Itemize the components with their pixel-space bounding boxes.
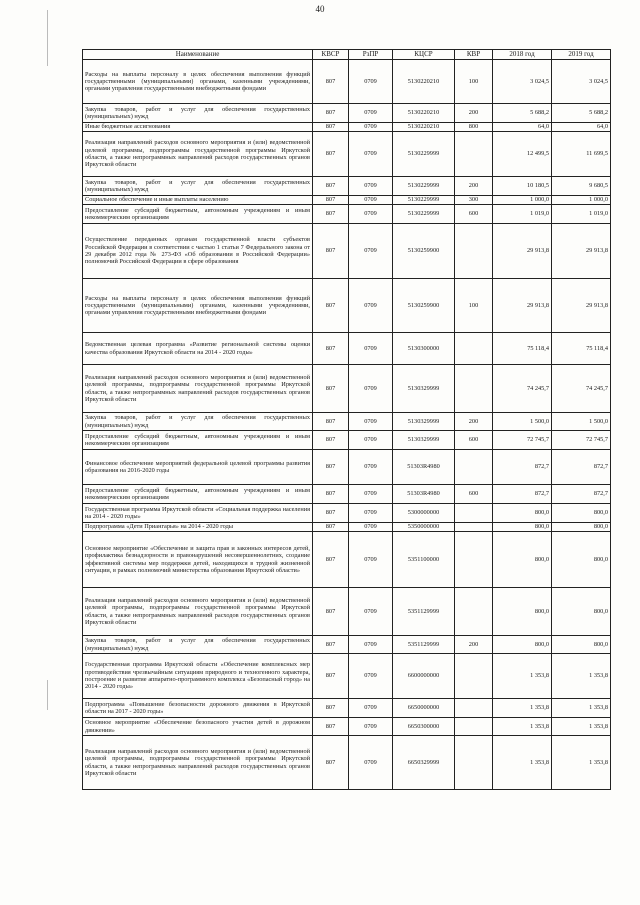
- row-kvr: [455, 504, 493, 523]
- row-rzpr: 0709: [349, 333, 393, 365]
- row-name: Реализация направлений расходов основного мероприятия и (или) ведомственной целевой программы, подпрограммы государственной программы Иркутской области, а также непрограммных направлений расходов государственных органов Иркутской области: [83, 736, 313, 790]
- row-2018: 1 019,0: [493, 205, 552, 224]
- row-2019: 5 688,2: [552, 104, 611, 123]
- row-rzpr: 0709: [349, 699, 393, 718]
- table-row: [83, 431, 611, 450]
- row-kcsr: 5130259900: [393, 279, 455, 333]
- row-kvsr: 807: [313, 485, 349, 504]
- table-row: [83, 60, 611, 104]
- row-2019: 29 913,8: [552, 279, 611, 333]
- row-2019: 1 019,0: [552, 205, 611, 224]
- row-rzpr: 0709: [349, 636, 393, 654]
- row-2018: 800,0: [493, 636, 552, 654]
- row-rzpr: 0709: [349, 504, 393, 523]
- row-kvr: [455, 736, 493, 790]
- row-2018: 5 688,2: [493, 104, 552, 123]
- row-name: Предоставление субсидий бюджетным, автономным учреждениям и иным некоммерческим организациям: [83, 205, 313, 224]
- row-name: Закупка товаров, работ и услуг для обеспечения государственных (муниципальных) нужд: [83, 413, 313, 431]
- budget-table: [82, 49, 611, 790]
- row-kvsr: 807: [313, 450, 349, 485]
- row-2019: 800,0: [552, 636, 611, 654]
- table-row: [83, 132, 611, 177]
- row-2018: 3 024,5: [493, 60, 552, 104]
- col-header-name: Наименование: [83, 50, 313, 60]
- row-kcsr: 5130259900: [393, 224, 455, 279]
- table-row: [83, 485, 611, 504]
- row-rzpr: 0709: [349, 718, 393, 736]
- page-number: 40: [315, 4, 325, 14]
- row-2018: 1 353,8: [493, 654, 552, 699]
- margin-line: [47, 10, 48, 66]
- row-2018: 1 500,0: [493, 413, 552, 431]
- table-row: [83, 654, 611, 699]
- row-rzpr: 0709: [349, 196, 393, 205]
- table-row: [83, 177, 611, 196]
- row-rzpr: 0709: [349, 736, 393, 790]
- row-kvr: [455, 365, 493, 413]
- row-kvr: [455, 523, 493, 532]
- col-header-kvsr: КВСР: [313, 50, 349, 60]
- row-2019: 11 699,5: [552, 132, 611, 177]
- row-kvsr: 807: [313, 196, 349, 205]
- row-rzpr: 0709: [349, 279, 393, 333]
- row-2019: 74 245,7: [552, 365, 611, 413]
- row-kvsr: 807: [313, 532, 349, 588]
- row-kcsr: 5130220210: [393, 60, 455, 104]
- table-row: [83, 736, 611, 790]
- row-2018: 74 245,7: [493, 365, 552, 413]
- row-name: Подпрограмма «Повышение безопасности дорожного движения в Иркутской области на 2017 - 2020 годы»: [83, 699, 313, 718]
- row-kcsr: 5130229999: [393, 132, 455, 177]
- row-rzpr: 0709: [349, 588, 393, 636]
- row-kvr: [455, 333, 493, 365]
- row-rzpr: 0709: [349, 60, 393, 104]
- row-kvsr: 807: [313, 504, 349, 523]
- margin-line: [47, 680, 48, 710]
- row-kvr: 200: [455, 177, 493, 196]
- row-kvr: [455, 718, 493, 736]
- row-kcsr: 5300000000: [393, 504, 455, 523]
- col-header-2018: 2018 год: [493, 50, 552, 60]
- row-kvsr: 807: [313, 205, 349, 224]
- row-rzpr: 0709: [349, 431, 393, 450]
- row-rzpr: 0709: [349, 413, 393, 431]
- row-kvr: [455, 588, 493, 636]
- row-rzpr: 0709: [349, 485, 393, 504]
- row-kvr: 600: [455, 485, 493, 504]
- row-2018: 800,0: [493, 588, 552, 636]
- row-name: Осуществление переданных органам государственной власти субъектов Российской Федерации в соответствии с частью 1 статьи 7 Федерального закона от 29 декабря 2012 года № 273-ФЗ «Об образовании в Российской Федерации» полномочий Российской Федерации в сфере образования: [83, 224, 313, 279]
- row-kvsr: 807: [313, 132, 349, 177]
- row-rzpr: 0709: [349, 523, 393, 532]
- row-2018: 29 913,8: [493, 224, 552, 279]
- row-kcsr: 6650329999: [393, 736, 455, 790]
- row-kcsr: 5130229999: [393, 177, 455, 196]
- row-kcsr: 5130220210: [393, 123, 455, 132]
- row-kvsr: 807: [313, 279, 349, 333]
- row-kcsr: 6650000000: [393, 699, 455, 718]
- row-kvsr: 807: [313, 718, 349, 736]
- row-2019: 1 353,8: [552, 718, 611, 736]
- row-2018: 800,0: [493, 504, 552, 523]
- table-row: [83, 532, 611, 588]
- row-name: Социальное обеспечение и иные выплаты населению: [83, 196, 313, 205]
- row-kvsr: 807: [313, 636, 349, 654]
- row-2018: 1 353,8: [493, 699, 552, 718]
- table-row: [83, 104, 611, 123]
- row-kvsr: 807: [313, 104, 349, 123]
- row-kvr: [455, 132, 493, 177]
- row-name: Основное мероприятие «Обеспечение и защита прав и законных интересов детей, профилактика безнадзорности и правонарушений несовершеннолетних, создание эффективной системы мер поддержки детей, находящихся в трудной жизненной ситуации, в рамках полномочий министерства образования Иркутской области»: [83, 532, 313, 588]
- row-2019: 800,0: [552, 588, 611, 636]
- row-2018: 800,0: [493, 523, 552, 532]
- row-kcsr: 51303R4980: [393, 450, 455, 485]
- row-kcsr: 5130229999: [393, 196, 455, 205]
- row-rzpr: 0709: [349, 123, 393, 132]
- row-kcsr: 51303R4980: [393, 485, 455, 504]
- row-2019: 75 118,4: [552, 333, 611, 365]
- row-2018: 29 913,8: [493, 279, 552, 333]
- table-row: [83, 333, 611, 365]
- table-row: [83, 205, 611, 224]
- row-2019: 872,7: [552, 485, 611, 504]
- row-kvr: 300: [455, 196, 493, 205]
- row-name: Закупка товаров, работ и услуг для обеспечения государственных (муниципальных) нужд: [83, 636, 313, 654]
- row-kvr: 200: [455, 104, 493, 123]
- row-kvsr: 807: [313, 431, 349, 450]
- row-kcsr: 5350000000: [393, 523, 455, 532]
- table-row: [83, 718, 611, 736]
- row-2019: 72 745,7: [552, 431, 611, 450]
- row-rzpr: 0709: [349, 450, 393, 485]
- row-kvr: 600: [455, 205, 493, 224]
- row-2018: 1 353,8: [493, 718, 552, 736]
- row-2018: 1 353,8: [493, 736, 552, 790]
- row-rzpr: 0709: [349, 224, 393, 279]
- row-name: Расходы на выплаты персоналу в целях обеспечения выполнения функций государственными (муниципальными) органами, казенными учреждениями, органами управления государственными внебюджетными фондами: [83, 60, 313, 104]
- row-2018: 64,0: [493, 123, 552, 132]
- row-rzpr: 0709: [349, 205, 393, 224]
- row-rzpr: 0709: [349, 365, 393, 413]
- row-kvr: [455, 699, 493, 718]
- col-header-rzpr: РзПР: [349, 50, 393, 60]
- row-name: Предоставление субсидий бюджетным, автономным учреждениям и иным некоммерческим организациям: [83, 485, 313, 504]
- row-2019: 29 913,8: [552, 224, 611, 279]
- row-name: Реализация направлений расходов основного мероприятия и (или) ведомственной целевой программы, подпрограммы государственной программы Иркутской области, а также непрограммных направлений расходов государственных органов Иркутской области: [83, 365, 313, 413]
- row-rzpr: 0709: [349, 177, 393, 196]
- row-2019: 800,0: [552, 532, 611, 588]
- row-2018: 872,7: [493, 450, 552, 485]
- table-row: [83, 504, 611, 523]
- row-kvsr: 807: [313, 699, 349, 718]
- row-kcsr: 5351129999: [393, 636, 455, 654]
- row-2018: 72 745,7: [493, 431, 552, 450]
- row-2018: 1 000,0: [493, 196, 552, 205]
- row-name: Предоставление субсидий бюджетным, автономным учреждениям и иным некоммерческим организациям: [83, 431, 313, 450]
- row-kvr: [455, 532, 493, 588]
- row-2018: 800,0: [493, 532, 552, 588]
- row-kvsr: 807: [313, 123, 349, 132]
- row-name: Закупка товаров, работ и услуг для обеспечения государственных (муниципальных) нужд: [83, 177, 313, 196]
- row-kvr: 200: [455, 636, 493, 654]
- row-2018: 12 499,5: [493, 132, 552, 177]
- row-kcsr: 5130300000: [393, 333, 455, 365]
- row-2019: 1 000,0: [552, 196, 611, 205]
- row-kvsr: 807: [313, 523, 349, 532]
- row-2019: 1 353,8: [552, 736, 611, 790]
- table-row: [83, 636, 611, 654]
- table-row: [83, 450, 611, 485]
- row-2019: 800,0: [552, 523, 611, 532]
- col-header-kvr: КВР: [455, 50, 493, 60]
- col-header-2019: 2019 год: [552, 50, 611, 60]
- row-2019: 1 500,0: [552, 413, 611, 431]
- table-row: [83, 224, 611, 279]
- row-2019: 800,0: [552, 504, 611, 523]
- row-name: Государственная программа Иркутской области «Социальная поддержка населения на 2014 - 2020 годы»: [83, 504, 313, 523]
- row-kvsr: 807: [313, 413, 349, 431]
- row-2019: 872,7: [552, 450, 611, 485]
- row-kvsr: 807: [313, 654, 349, 699]
- row-kcsr: 5351100000: [393, 532, 455, 588]
- row-kvr: [455, 224, 493, 279]
- row-name: Реализация направлений расходов основного мероприятия и (или) ведомственной целевой программы, подпрограммы государственной программы Иркутской области, а также непрограммных направлений расходов государственных органов Иркутской области: [83, 588, 313, 636]
- row-2019: 3 024,5: [552, 60, 611, 104]
- table-row: [83, 413, 611, 431]
- row-name: Ведомственная целевая программа «Развитие региональной системы оценки качества образования Иркутской области на 2014 - 2020 годы»: [83, 333, 313, 365]
- row-name: Реализация направлений расходов основного мероприятия и (или) ведомственной целевой программы, подпрограммы государственной программы Иркутской области, а также непрограммных направлений расходов государственных органов Иркутской области: [83, 132, 313, 177]
- row-kvr: [455, 450, 493, 485]
- row-name: Подпрограмма «Дети Приангарья» на 2014 - 2020 годы: [83, 523, 313, 532]
- row-kvsr: 807: [313, 177, 349, 196]
- row-kcsr: 5130329999: [393, 431, 455, 450]
- row-kvr: 100: [455, 60, 493, 104]
- row-kvsr: 807: [313, 224, 349, 279]
- table-header-row: [83, 50, 611, 60]
- row-kvsr: 807: [313, 365, 349, 413]
- row-2018: 10 180,5: [493, 177, 552, 196]
- table-row: [83, 196, 611, 205]
- row-kcsr: 5130220210: [393, 104, 455, 123]
- row-name: Расходы на выплаты персоналу в целях обеспечения выполнения функций государственными (муниципальными) органами, казенными учреждениями, органами управления государственными внебюджетными фондами: [83, 279, 313, 333]
- table-row: [83, 365, 611, 413]
- row-kcsr: 5130329999: [393, 413, 455, 431]
- row-kcsr: 6650300000: [393, 718, 455, 736]
- row-name: Иные бюджетные ассигнования: [83, 123, 313, 132]
- table-body: [83, 60, 611, 790]
- row-kvsr: 807: [313, 588, 349, 636]
- row-kvsr: 807: [313, 736, 349, 790]
- row-name: Государственная программа Иркутской области «Обеспечение комплексных мер противодействия чрезвычайным ситуациям природного и техногенного характера, построение и развитие аппаратно-программного комплекса «Безопасный город» на 2014 - 2020 годы»: [83, 654, 313, 699]
- row-rzpr: 0709: [349, 654, 393, 699]
- row-name: Финансовое обеспечение мероприятий федеральной целевой программы развития образования на 2016-2020 годы: [83, 450, 313, 485]
- row-name: Закупка товаров, работ и услуг для обеспечения государственных (муниципальных) нужд: [83, 104, 313, 123]
- row-kvr: [455, 654, 493, 699]
- table-row: [83, 279, 611, 333]
- row-2019: 1 353,8: [552, 699, 611, 718]
- table-row: [83, 588, 611, 636]
- row-kcsr: 5351129999: [393, 588, 455, 636]
- row-kvsr: 807: [313, 60, 349, 104]
- row-2018: 872,7: [493, 485, 552, 504]
- row-kvsr: 807: [313, 333, 349, 365]
- row-2018: 75 118,4: [493, 333, 552, 365]
- table-row: [83, 123, 611, 132]
- row-kvr: 600: [455, 431, 493, 450]
- col-header-kcsr: КЦСР: [393, 50, 455, 60]
- row-2019: 9 680,5: [552, 177, 611, 196]
- row-name: Основное мероприятие «Обеспечение безопасного участия детей в дорожном движении»: [83, 718, 313, 736]
- row-kvr: 200: [455, 413, 493, 431]
- row-rzpr: 0709: [349, 532, 393, 588]
- table-row: [83, 699, 611, 718]
- table-row: [83, 523, 611, 532]
- row-kcsr: 6600000000: [393, 654, 455, 699]
- row-kvr: 800: [455, 123, 493, 132]
- row-kcsr: 5130329999: [393, 365, 455, 413]
- row-kcsr: 5130229999: [393, 205, 455, 224]
- row-rzpr: 0709: [349, 104, 393, 123]
- row-rzpr: 0709: [349, 132, 393, 177]
- row-2019: 1 353,8: [552, 654, 611, 699]
- row-2019: 64,0: [552, 123, 611, 132]
- row-kvr: 100: [455, 279, 493, 333]
